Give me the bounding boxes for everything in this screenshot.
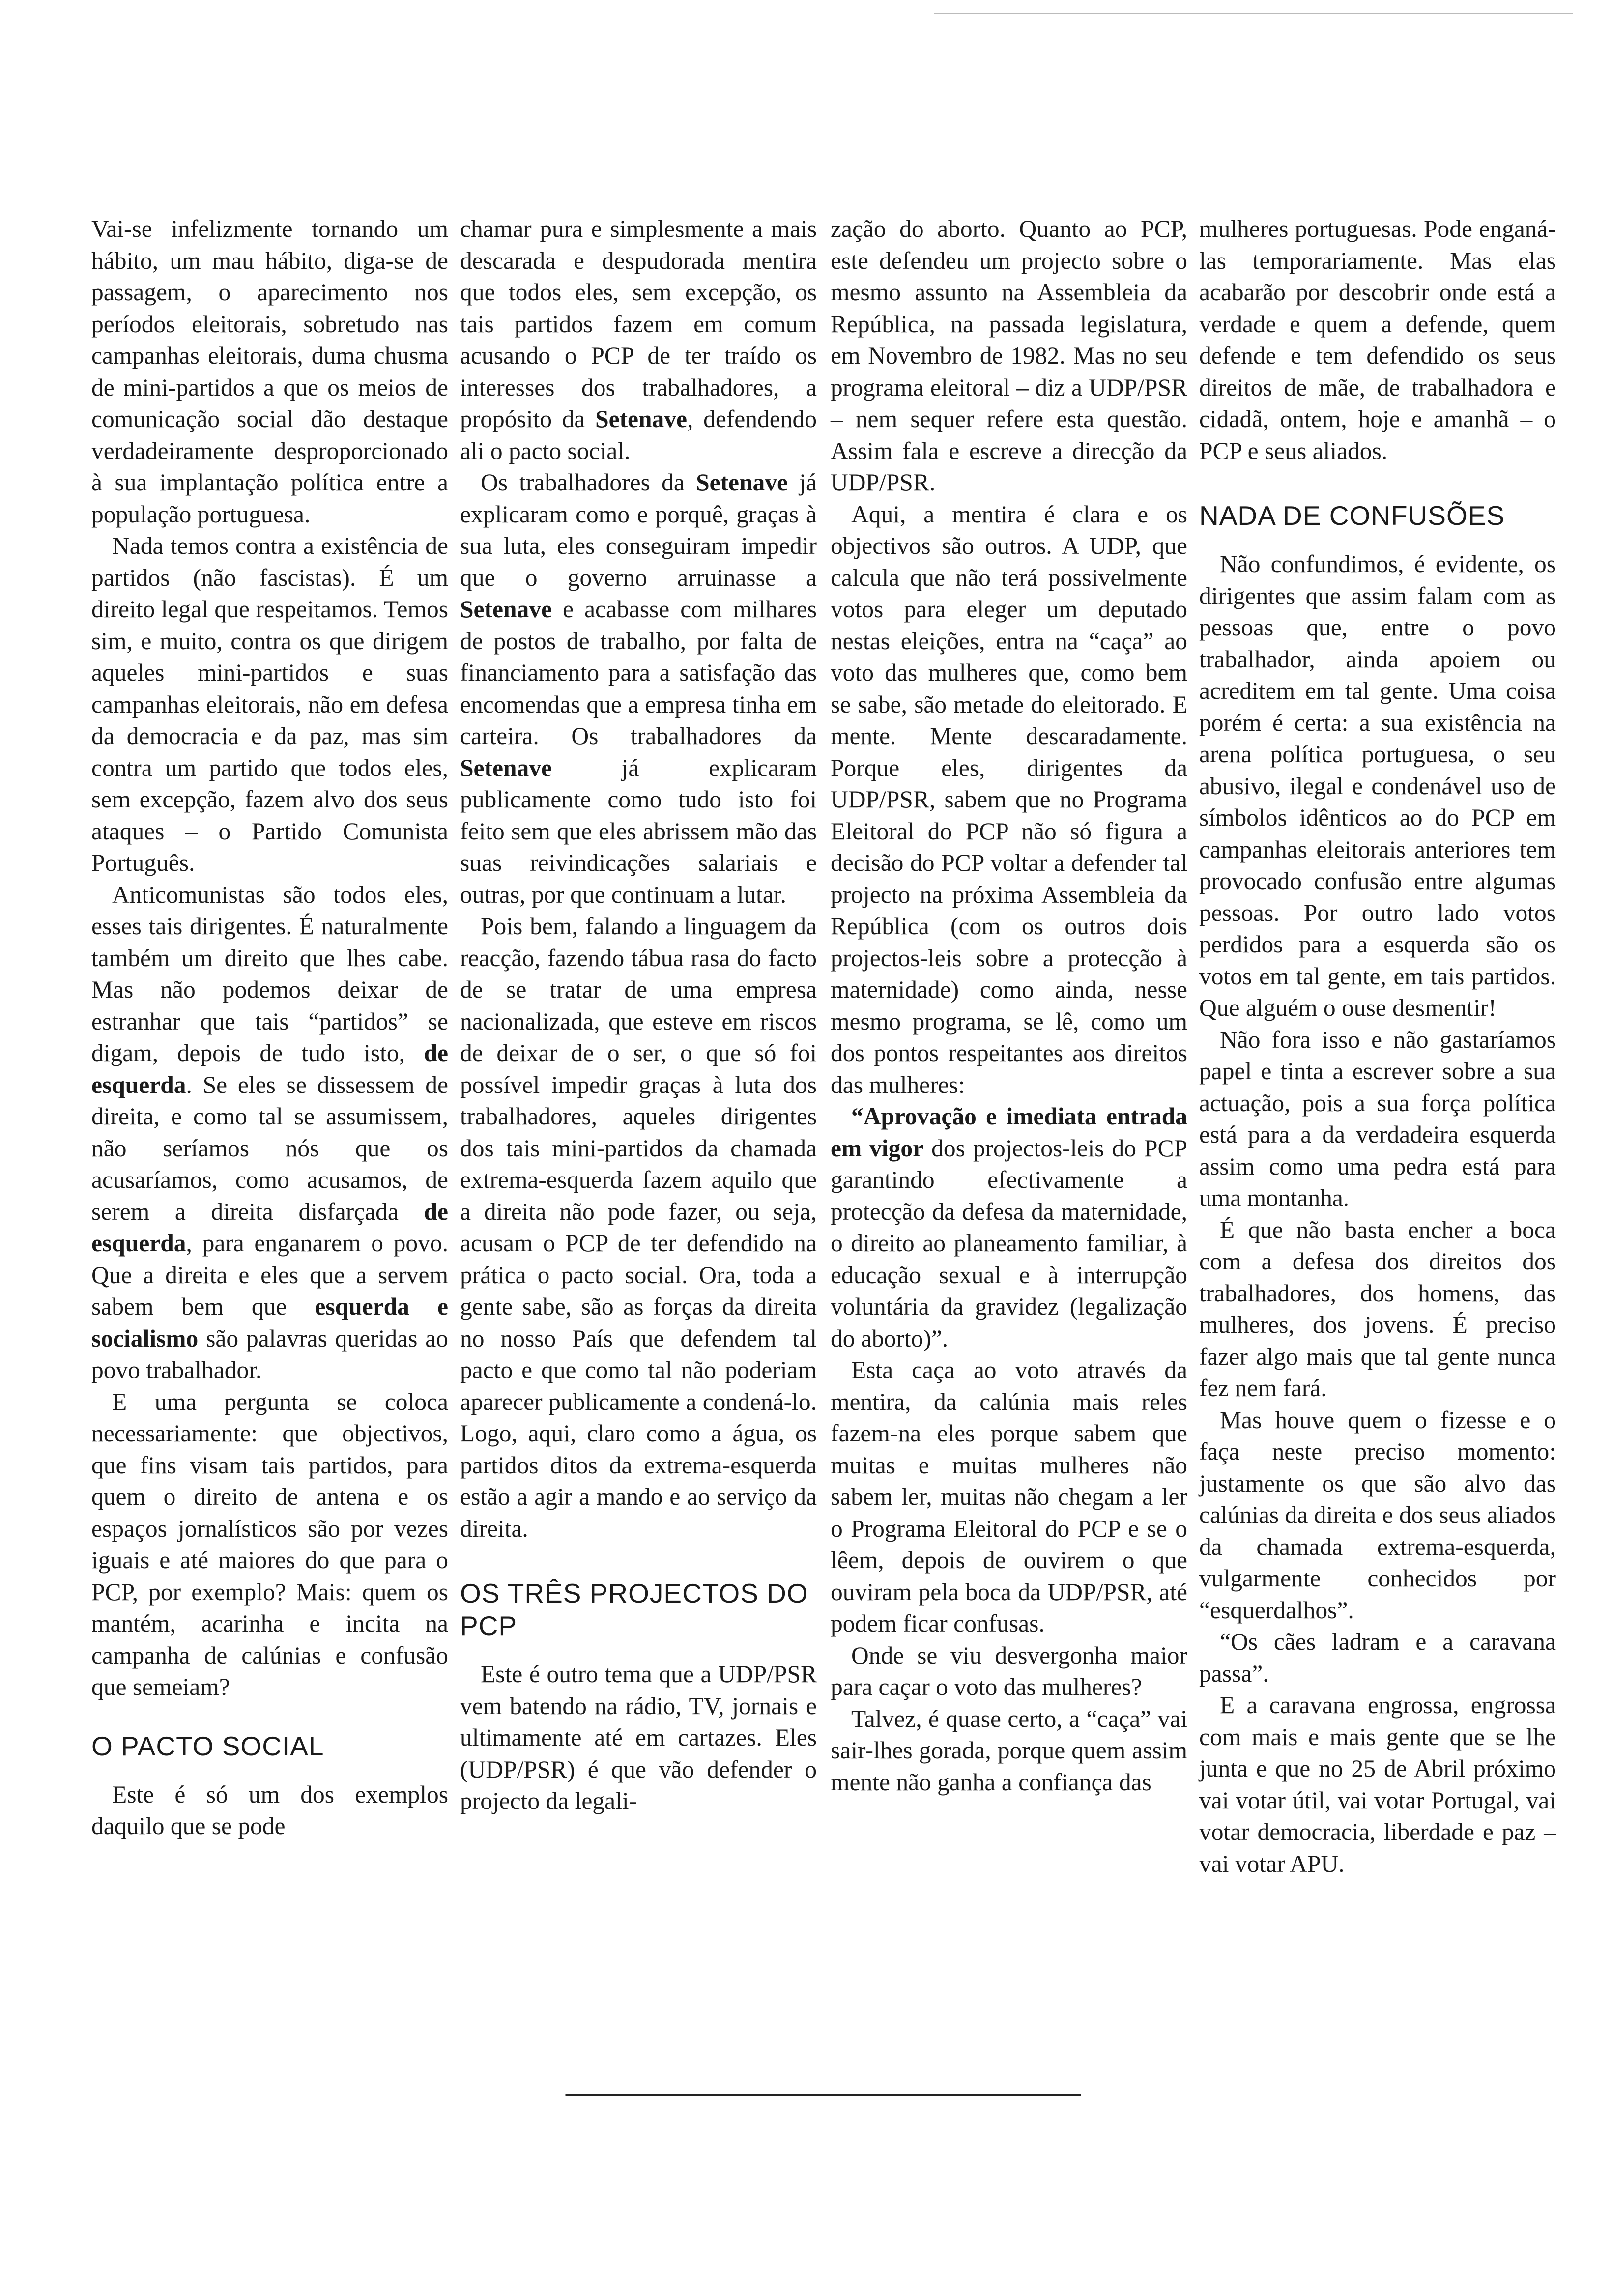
article-column-3	[831, 213, 1187, 1798]
top-rule	[934, 13, 1573, 14]
paragraph: Aqui, a mentira é clara e os objectivos são outros. A UDP, que calcula que não terá possivelmente votos para eleger um deputado nestas eleições, entra na “caça” ao voto das mulheres que, como bem se sabe, são metade do eleitorado. E mente. Mente descaradamente. Porque eles, dirigentes da UDP/PSR, sabem que no Programa Eleitoral do PCP não só figura a decisão do PCP voltar a defender tal projecto na próxima Assembleia da República (com os outros dois projectos-leis sobre a protecção à maternidade) como ainda, nesse mesmo programa, se lê, como um dos pontos respeitantes aos direitos das mulheres:	[831, 500, 1187, 1098]
article-column-4	[1199, 213, 1556, 1880]
paragraph: Esta caça ao voto através da mentira, da calúnia mais reles fazem-na eles porque sabem que muitas e muitas mulheres não sabem ler, muitas não chegam a ler o Programa Eleitoral do PCP e se o lêem, depois de ouvirem o que ouviram pela boca da UDP/PSR, até podem ficar confusas.	[831, 1356, 1187, 1637]
paragraph: Não confundimos, é evidente, os dirigentes que assim falam com as pessoas que, entre o povo trabalhador, ainda apoiem ou acreditem em tal gente. Uma coisa porém é certa: a sua existência na arena política portuguesa, o seu abusivo, ilegal e condenável uso de símbolos idênticos ao do PCP em campanhas eleitorais anteriores tem provocado confusão entre algumas pessoas. Por outro lado votos perdidos para a esquerda são os votos em tal gente, em tais partidos. Que alguém o ouse desmentir!	[1199, 550, 1556, 1021]
article-column-2	[460, 213, 817, 1817]
paragraph: chamar pura e simplesmente a mais descarada e despudorada mentira que todos eles, sem excepção, os tais partidos fazem em comum acusando o PCP de ter traído os interesses dos trabalhadores, a propósito da Setenave, defendendo ali o pacto social.	[460, 215, 817, 464]
section-heading-nada-de-confusoes: NADA DE CONFUSÕES	[1199, 500, 1505, 531]
paragraph: “Os cães ladram e a caravana passa”.	[1199, 1628, 1556, 1687]
paragraph: E a caravana engrossa, engrossa com mais e mais gente que se lhe junta e que no 25 de Abril próximo vai votar útil, vai votar Portugal, vai votar democracia, liberdade e paz – vai votar APU.	[1199, 1692, 1556, 1877]
paragraph: Vai-se infelizmente tornando um hábito, um mau hábito, diga-se de passagem, o aparecimento nos períodos eleitorais, sobretudo nas campanhas eleitorais, duma chusma de mini-partidos a que os meios de comunicação social dão destaque verdadeiramente desproporcionado à sua implantação política entre a população portuguesa.	[91, 215, 448, 528]
paragraph: Este é só um dos exemplos daquilo que se pode	[91, 1780, 448, 1839]
paragraph: Mas houve quem o fizesse e o faça neste preciso momento: justamente os que são alvo das calúnias da direita e dos seus aliados da chamada extrema-esquerda, vulgarmente conhecidos por “esquerdalhos”.	[1199, 1406, 1556, 1624]
quoted-programme-excerpt: “Aprovação e imediata entrada em vigor dos projectos-leis do PCP garantindo efectivamente a protecção da defesa da maternidade, o direito ao planeamento familiar, à educação sexual e à interrupção voluntária da gravidez (legalização do aborto)”.	[831, 1103, 1187, 1352]
paragraph: Este é outro tema que a UDP/PSR vem batendo na rádio, TV, jornais e ultimamente até em cartazes. Eles (UDP/PSR) é que vão defender o projecto da legali-	[460, 1661, 817, 1814]
paragraph: Não fora isso e não gastaríamos papel e tinta a escrever sobre a sua actuação, pois a sua força política está para a da verdadeira esquerda assim como uma pedra está para uma montanha.	[1199, 1026, 1556, 1211]
paragraph: zação do aborto. Quanto ao PCP, este defendeu um projecto sobre o mesmo assunto na Assembleia da República, na passada legislatura, em Novembro de 1982. Mas no seu programa eleitoral – diz a UDP/PSR – nem sequer refere esta questão. Assim fala e escreve a direcção da UDP/PSR.	[831, 215, 1187, 496]
section-heading-pacto-social: O PACTO SOCIAL	[91, 1730, 324, 1761]
paragraph: É que não basta encher a boca com a defesa dos direitos dos trabalhadores, dos homens, das mulheres, dos jovens. É preciso fazer algo mais que tal gente nunca fez nem fará.	[1199, 1216, 1556, 1402]
paragraph: Pois bem, falando a linguagem da reacção, fazendo tábua rasa do facto de se tratar de uma empresa nacionalizada, que esteve em riscos de deixar de o ser, o que só foi possível impedir graças à luta dos trabalhadores, aqueles dirigentes dos tais mini-partidos da chamada extrema-esquerda fazem aquilo que a direita não pode fazer, ou seja, acusam o PCP de ter defendido na prática o pacto social. Ora, toda a gente sabe, são as forças da direita no nosso País que defendem tal pacto e que como tal não poderiam aparecer publicamente a condená-lo. Logo, aqui, claro como a água, os partidos ditos da extrema-esquerda estão a agir a mando e ao serviço da direita.	[460, 913, 817, 1542]
paragraph: Nada temos contra a existência de partidos (não fascistas). É um direito legal que respeitamos. Temos sim, e muito, contra os que dirigem aqueles mini-partidos e suas campanhas eleitorais, não em defesa da democracia e da paz, mas sim contra um partido que todos eles, sem excepção, fazem alvo dos seus ataques – o Partido Comunista Português.	[91, 532, 448, 876]
paragraph: Onde se viu desvergonha maior para caçar o voto das mulheres?	[831, 1641, 1187, 1700]
section-heading-tres-projectos: OS TRÊS PROJECTOS DO PCP	[460, 1578, 808, 1641]
paragraph: Anticomunistas são todos eles, esses tais dirigentes. É naturalmente também um direito que lhes cabe. Mas não podemos deixar de estranhar que tais “partidos” se digam, depois de tudo isto, de esquerda. Se eles se dissessem de direita, e como tal se assumissem, não seríamos nós que os acusaríamos, como acusamos, de serem a direita disfarçada de esquerda, para enganarem o povo. Que a direita e eles que a servem sabem bem que esquerda e socialismo são palavras queridas ao povo trabalhador.	[91, 881, 448, 1383]
paragraph: Os trabalhadores da Setenave já explicaram como e porquê, graças à sua luta, eles conseguiram impedir que o governo arruinasse a Setenave e acabasse com milhares de postos de trabalho, por falta de financiamento para a satisfação das encomendas que a empresa tinha em carteira. Os trabalhadores da Setenave já explicaram publicamente como tudo isto foi feito sem que eles abrissem mão das suas reivindicações salariais e outras, por que continuam a lutar.	[460, 469, 817, 908]
paragraph: Talvez, é quase certo, a “caça” vai sair-lhes gorada, porque quem assim mente não ganha a confiança das	[831, 1705, 1187, 1796]
paragraph: mulheres portuguesas. Pode enganá-las temporariamente. Mas elas acabarão por descobrir onde está a verdade e quem a defende, quem defende e tem defendido os seus direitos de mãe, de trabalhadora e cidadã, ontem, hoje e amanhã – o PCP e seus aliados.	[1199, 215, 1556, 464]
bottom-rule	[565, 2094, 1081, 2096]
article-column-1	[91, 213, 448, 1842]
paragraph: E uma pergunta se coloca necessariamente: que objectivos, que fins visam tais partidos, para quem o direito de antena e os espaços jornalísticos são por vezes iguais e até maiores do que para o PCP, por exemplo? Mais: quem os mantém, acarinha e incita na campanha de calúnias e confusão que semeiam?	[91, 1388, 448, 1700]
